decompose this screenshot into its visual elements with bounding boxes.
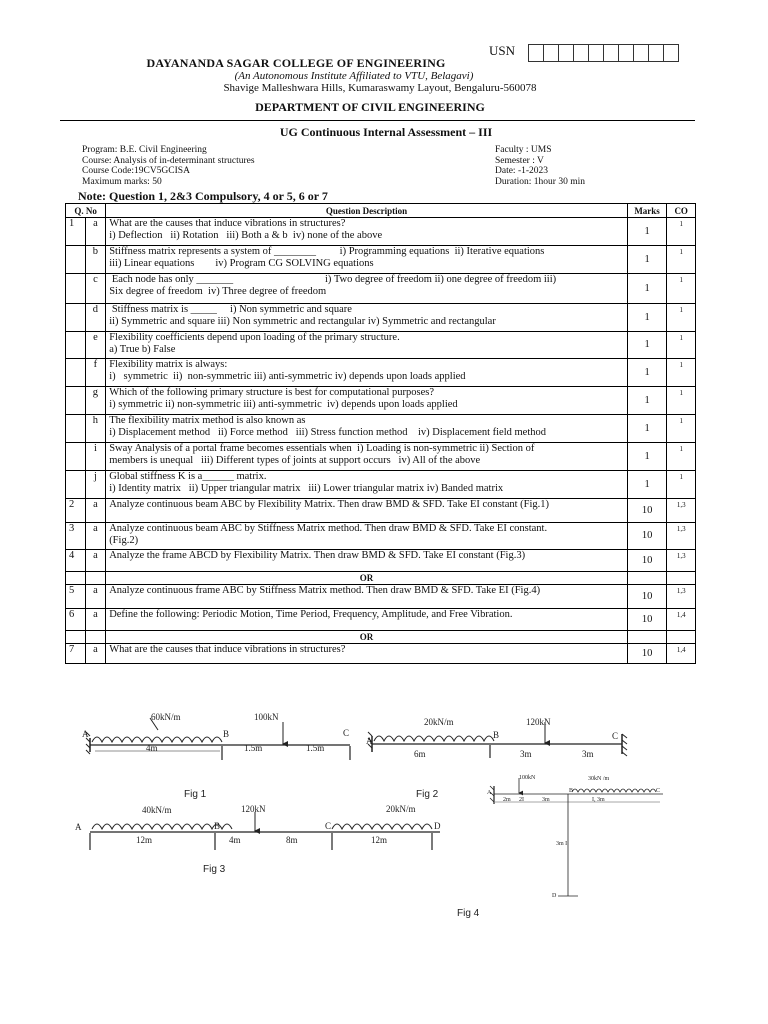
question-rows	[66, 218, 696, 664]
fig3-C: C	[325, 821, 332, 831]
fig4-point: 100kN	[519, 775, 536, 781]
question-sub: i	[85, 443, 106, 471]
fig1-C: C	[343, 728, 350, 738]
question-marks: 1	[627, 359, 667, 387]
question-co: 1	[667, 304, 696, 332]
question-sub: g	[85, 387, 106, 415]
question-sub: a	[85, 644, 106, 664]
question-co: 1	[667, 332, 696, 359]
cell-marks	[627, 572, 667, 585]
fig4-d3: 3m	[542, 797, 550, 803]
assessment-title: UG Continuous Internal Assessment – III	[279, 125, 493, 139]
desc-line-1: Flexibility coefficients depend upon loading of the primary structure.	[109, 332, 400, 343]
fig4-col: 3m I	[556, 841, 568, 847]
course-code: Course Code:19CV5GCISA	[82, 166, 190, 176]
fig1-span3: 1.5m	[306, 743, 325, 753]
desc-line-2: i) Displacement method ii) Force method iii) Stress function method iv) Displacement field method	[109, 427, 547, 438]
fig3-udl1: 40kN/m	[142, 805, 172, 815]
date: Date: -1-2023	[495, 166, 549, 176]
fig1-B: B	[223, 729, 230, 739]
question-sub: f	[85, 359, 106, 387]
question-marks: 1	[627, 274, 667, 304]
fig3-span2: 4m	[229, 835, 241, 845]
desc-line-2: i) symmetric ii) non-symmetric iii) anti-symmetric iv) depends upon loads applied	[109, 399, 458, 410]
affiliation: (An Autonomous Institute Affiliated to VTU, Belagavi)	[234, 70, 474, 82]
desc-line-2: members is unequal iii) Different types of joints at support occurs iv) All of the above	[109, 455, 481, 466]
question-number	[66, 359, 86, 387]
question-number	[66, 443, 86, 471]
fig3-point: 120kN	[241, 804, 266, 814]
table-row	[66, 332, 696, 359]
desc-line-2: a) True b) False	[109, 344, 176, 355]
fig1-udl: 60kN/m	[151, 712, 181, 722]
question-co: 1,4	[667, 644, 696, 664]
question-description	[106, 644, 628, 664]
desc-line-1: Analyze continuous beam ABC by Stiffness Matrix method. Then draw BMD & SFD. Take EI constant.	[109, 523, 548, 534]
fig1-diagram	[86, 718, 350, 760]
fig2-span3: 3m	[582, 749, 594, 759]
fig2-udl: 20kN/m	[424, 717, 454, 727]
address: Shavige Malleshwara Hills, Kumaraswamy Layout, Bengaluru-560078	[223, 82, 537, 94]
question-sub: j	[85, 471, 106, 499]
fig2-B: B	[493, 730, 500, 740]
header-desc: Question Description	[106, 204, 628, 218]
desc-line-2: Six degree of freedom iv) Three degree of freedom	[109, 286, 327, 297]
question-marks: 1	[627, 443, 667, 471]
question-number	[66, 387, 86, 415]
question-sub: c	[85, 274, 106, 304]
question-sub: h	[85, 415, 106, 443]
fig4-d1: 2m	[503, 797, 511, 803]
question-marks: 1	[627, 246, 667, 274]
question-marks: 10	[627, 609, 667, 631]
course-meta-right	[495, 145, 585, 187]
question-co: 1,3	[667, 550, 696, 572]
cell-qno	[66, 572, 86, 585]
question-sub: b	[85, 246, 106, 274]
fig4-A: A	[487, 790, 492, 796]
desc-line-2: (Fig.2)	[109, 535, 139, 546]
desc-line-1: What are the causes that induce vibrations in structures?	[109, 644, 346, 655]
fig2-A: A	[366, 736, 373, 746]
question-sub: a	[85, 550, 106, 572]
desc-line-1: Define the following: Periodic Motion, Time Period, Frequency, Amplitude, and Free Vibration.	[109, 609, 513, 620]
question-co: 1	[667, 415, 696, 443]
question-marks: 10	[627, 523, 667, 550]
desc-line-2: i) Deflection ii) Rotation iii) Both a & b iv) none of the above	[109, 230, 383, 241]
question-number	[66, 246, 86, 274]
table-row	[66, 274, 696, 304]
question-co: 1	[667, 359, 696, 387]
table-row	[66, 523, 696, 550]
semester: Semester : V	[495, 155, 544, 166]
question-sub: d	[85, 304, 106, 332]
usn-label: USN	[489, 43, 516, 58]
header-qno: Q. No	[66, 204, 106, 218]
question-description	[106, 218, 628, 246]
desc-line-1: The flexibility matrix method is also known as	[109, 415, 306, 426]
question-marks: 1	[627, 387, 667, 415]
table-row	[66, 550, 696, 572]
fig2-point: 120kN	[526, 717, 551, 727]
desc-line-1: Each node has only _______ i) Two degree of freedom ii) one degree of freedom iii)	[109, 274, 557, 285]
structure-figures	[0, 700, 768, 1024]
fig4-D: D	[552, 893, 557, 899]
question-description	[106, 443, 628, 471]
desc-line-1: Stiffness matrix represents a system of ________ i) Programming equations ii) Iterative equations	[109, 246, 545, 257]
question-sub: a	[85, 609, 106, 631]
question-number: 5	[66, 585, 86, 609]
fig4-diagram	[490, 778, 663, 896]
fig4-d4: I, 3m	[592, 797, 605, 803]
or-row	[66, 631, 696, 644]
fig1-point: 100kN	[254, 712, 279, 722]
or-label: OR	[106, 572, 628, 585]
question-sub: a	[85, 218, 106, 246]
cell-sub	[85, 572, 106, 585]
question-description	[106, 415, 628, 443]
fig4-C: C	[656, 788, 661, 794]
table-row	[66, 644, 696, 664]
table-row	[66, 246, 696, 274]
question-number: 2	[66, 499, 86, 523]
or-label: OR	[106, 631, 628, 644]
question-description	[106, 609, 628, 631]
question-marks: 10	[627, 644, 667, 664]
table-row	[66, 415, 696, 443]
question-marks: 10	[627, 585, 667, 609]
question-co: 1	[667, 471, 696, 499]
question-description	[106, 387, 628, 415]
table-row	[66, 387, 696, 415]
question-co: 1,3	[667, 523, 696, 550]
table-row	[66, 499, 696, 523]
desc-line-1: Flexibility matrix is always:	[109, 359, 228, 370]
college-name: DAYANANDA SAGAR COLLEGE OF ENGINEERING	[146, 56, 446, 70]
question-co: 1	[667, 218, 696, 246]
question-description	[106, 499, 628, 523]
fig3-B: B	[214, 821, 221, 831]
table-row	[66, 585, 696, 609]
desc-line-2: i) Identity matrix ii) Upper triangular matrix iii) Lower triangular matrix iv) Banded matrix	[109, 483, 504, 494]
table-row	[66, 359, 696, 387]
question-sub: a	[85, 523, 106, 550]
duration: Duration: 1hour 30 min	[495, 176, 585, 187]
question-description	[106, 246, 628, 274]
desc-line-1: Stiffness matrix is _____ i) Non symmetric and square	[109, 304, 352, 315]
question-number	[66, 471, 86, 499]
cell-qno	[66, 631, 86, 644]
faculty: Faculty : UMS	[495, 145, 552, 155]
desc-line-2: iii) Linear equations iv) Program CG SOLVING equations	[109, 258, 374, 269]
question-number: 7	[66, 644, 86, 664]
desc-line-1: Analyze the frame ABCD by Flexibility Matrix. Then draw BMD & SFD. Take EI constant (Fig.3)	[109, 550, 526, 561]
table-row	[66, 218, 696, 246]
question-co: 1	[667, 274, 696, 304]
question-sub: a	[85, 499, 106, 523]
header-co: CO	[667, 204, 696, 218]
question-co: 1,3	[667, 585, 696, 609]
fig2-span1: 6m	[414, 749, 426, 759]
fig1-caption: Fig 1	[184, 789, 207, 800]
question-description	[106, 304, 628, 332]
question-number	[66, 274, 86, 304]
question-number	[66, 332, 86, 359]
question-marks: 10	[627, 550, 667, 572]
question-marks: 10	[627, 499, 667, 523]
cell-co	[667, 631, 696, 644]
program: Program: B.E. Civil Engineering	[82, 145, 207, 155]
question-description	[106, 332, 628, 359]
fig2-C: C	[612, 731, 619, 741]
desc-line-1: Which of the following primary structure is best for computational purposes?	[109, 387, 435, 398]
or-row	[66, 572, 696, 585]
divider	[60, 120, 695, 121]
desc-line-2: i) symmetric ii) non-symmetric iii) anti-symmetric iv) depends upon loads applied	[109, 371, 466, 382]
fig4-caption: Fig 4	[457, 908, 480, 919]
note: Note: Question 1, 2&3 Compulsory, 4 or 5, 6 or 7	[78, 189, 328, 203]
question-marks: 1	[627, 415, 667, 443]
desc-line-1: Sway Analysis of a portal frame becomes essentials when i) Loading is non-symmetric ii) Section of	[109, 443, 535, 454]
fig3-span4: 12m	[371, 835, 388, 845]
cell-sub	[85, 631, 106, 644]
cell-marks	[627, 631, 667, 644]
department-title: DEPARTMENT OF CIVIL ENGINEERING	[255, 100, 485, 114]
fig3-caption: Fig 3	[203, 864, 226, 875]
question-co: 1	[667, 387, 696, 415]
question-number: 1	[66, 218, 86, 246]
table-row	[66, 471, 696, 499]
question-co: 1,4	[667, 609, 696, 631]
desc-line-1: Analyze continuous frame ABC by Stiffness Matrix method. Then draw BMD & SFD. Take EI (Fig.4)	[109, 585, 541, 596]
question-number	[66, 415, 86, 443]
question-description	[106, 274, 628, 304]
question-number: 6	[66, 609, 86, 631]
question-description	[106, 523, 628, 550]
course-meta-left	[82, 145, 255, 187]
max-marks: Maximum marks: 50	[82, 176, 162, 187]
fig3-D: D	[434, 821, 441, 831]
question-description	[106, 359, 628, 387]
question-marks: 1	[627, 471, 667, 499]
question-description	[106, 585, 628, 609]
fig1-span1: 4m	[146, 743, 158, 753]
question-co: 1	[667, 443, 696, 471]
desc-line-1: Global stiffness K is a______ matrix.	[109, 471, 267, 482]
desc-line-2: ii) Symmetric and square iii) Non symmetric and rectangular iv) Symmetric and rectangular	[109, 316, 496, 327]
cell-co	[667, 572, 696, 585]
course: Course: Analysis of in-determinant structures	[82, 155, 255, 166]
fig4-B: B	[569, 788, 574, 794]
table-row	[66, 609, 696, 631]
question-description	[106, 550, 628, 572]
question-sub: a	[85, 585, 106, 609]
question-sub: e	[85, 332, 106, 359]
fig1-A: A	[82, 729, 89, 739]
fig3-span1: 12m	[136, 835, 153, 845]
question-co: 1,3	[667, 499, 696, 523]
fig3-A: A	[75, 822, 82, 832]
question-co: 1	[667, 246, 696, 274]
question-number: 4	[66, 550, 86, 572]
question-number: 3	[66, 523, 86, 550]
question-table	[65, 203, 696, 664]
fig2-span2: 3m	[520, 749, 532, 759]
desc-line-1: What are the causes that induce vibrations in structures?	[109, 218, 346, 229]
fig4-udl: 30kN /m	[588, 776, 610, 782]
table-row	[66, 304, 696, 332]
question-marks: 1	[627, 218, 667, 246]
fig3-span3: 8m	[286, 835, 298, 845]
desc-line-1: Analyze continuous beam ABC by Flexibility Matrix. Then draw BMD & SFD. Take EI constant (Fig.1)	[109, 499, 550, 510]
fig2-caption: Fig 2	[416, 789, 439, 800]
fig4-d2: 2I	[519, 797, 524, 803]
question-marks: 1	[627, 332, 667, 359]
question-marks: 1	[627, 304, 667, 332]
question-description	[106, 471, 628, 499]
question-number	[66, 304, 86, 332]
table-row	[66, 443, 696, 471]
fig3-udl2: 20kN/m	[386, 804, 416, 814]
header-marks: Marks	[627, 204, 667, 218]
fig1-span2: 1.5m	[244, 743, 263, 753]
